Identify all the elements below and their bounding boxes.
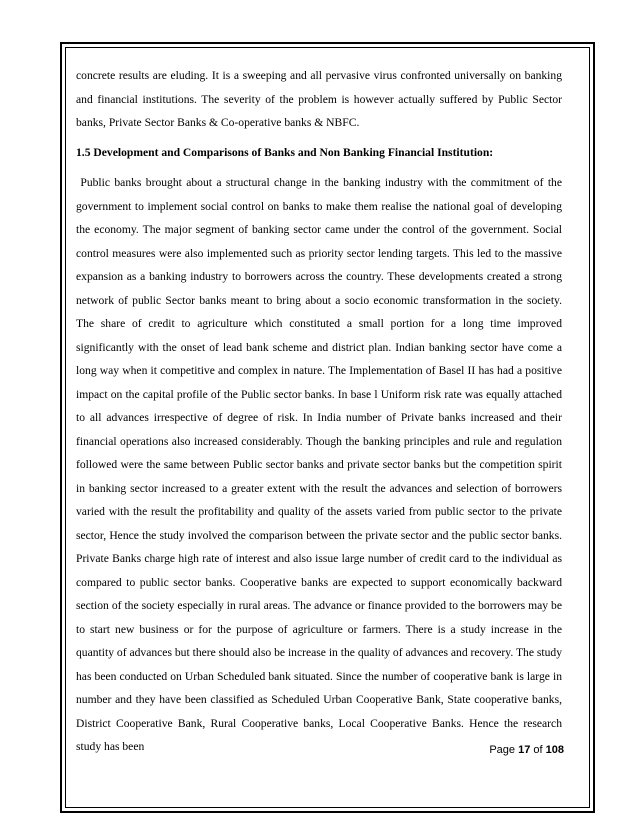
- total-pages: 108: [545, 744, 564, 756]
- page-label: Page: [489, 744, 516, 756]
- body-paragraph: Public banks brought about a structural change in the banking industry with the commitment of the government to implement social control on banks to make them realise the national goal of developing the economy. The major segment of banking sector came under the control of the government. Social control measures were also implemented such as priority sector lending targets. This led to the massive expansion as a banking industry to borrowers across the country. These developments created a strong network of public Sector banks meant to bring about a socio economic transformation in the society. The share of credit to agriculture which constituted a small portion for a long time improved significantly with the onset of lead bank scheme and district plan. Indian banking sector have come a long way when it competitive and complex in nature. The Implementation of Basel II has had a positive impact on the capital profile of the Public sector banks. In base l Uniform risk rate was equally attached to all advances irrespective of degree of risk. In India number of Private banks increased and their financial operations also increased considerably. Though the banking principles and rule and regulation followed were the same between Public sector banks and private sector banks but the competition spirit in banking sector increased to a greater extent with the result the advances and selection of borrowers varied with the result the profitability and quality of the assets varied from public sector to the private sector, Hence the study involved the comparison between the private sector and the public sector banks. Private Banks charge high rate of interest and also issue large number of credit card to the individual as compared to public sector banks. Cooperative banks are expected to support economically backward section of the society especially in rural areas. The advance or finance provided to the borrowers may be to start new business or for the purpose of agriculture or farmers. There is a study increase in the quantity of advances but there should also be increase in the quality of advances and recovery. The study has been conducted on Urban Scheduled bank situated. Since the number of cooperative bank is large in number and they have been classified as Scheduled Urban Cooperative Bank, State cooperative banks, District Cooperative Bank, Rural Cooperative banks, Local Cooperative Banks. Hence the research study has been: [76, 176, 565, 753]
- of-label: of: [533, 744, 543, 756]
- section-heading: 1.5 Development and Comparisons of Banks and Non Banking Financial Institution:: [76, 145, 494, 159]
- page-content: [76, 64, 565, 759]
- page-number: 17: [518, 744, 531, 756]
- page-footer: [489, 744, 564, 756]
- continued-paragraph: concrete results are eluding. It is a sweeping and all pervasive virus confronted universally on banking and financial institutions. The severity of the problem is however actually suffered by Public Sector banks, Private Sector Banks & Co-operative banks & NBFC.: [76, 69, 562, 129]
